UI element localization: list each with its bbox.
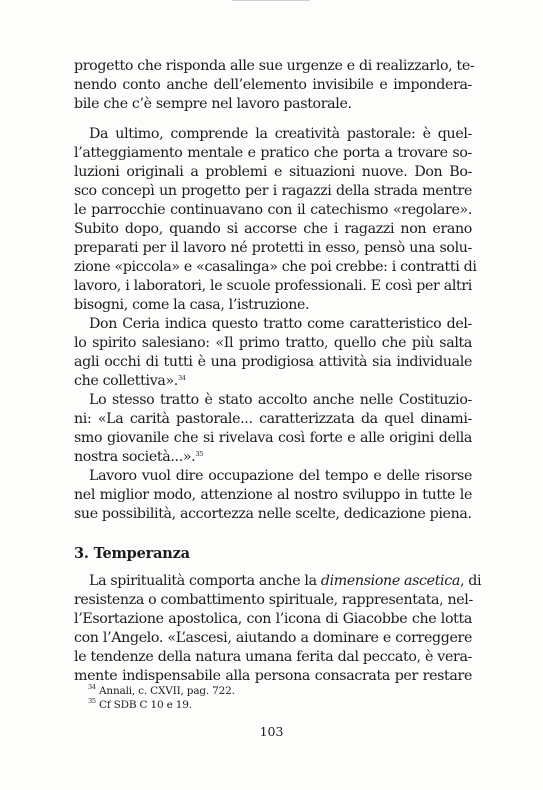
text-line [89,572,482,591]
text-line: nel miglior modo, attenzione al nostro sviluppo in tutte le [74,487,472,503]
page-number: 103 [259,724,284,739]
footnote [88,684,235,698]
footnote [88,698,192,712]
text-line: sue possibilità, accortezza nelle scelte, dedicazione piena. [74,506,472,522]
text-line: preparati per il lavoro né protetti in esso, pensò una solu- [74,240,472,256]
text-line: zione «piccola» e «casalinga» che poi crebbe: i contratti di [74,259,477,275]
text-line: bile che c’è sempre nel lavoro pastorale. [74,96,352,112]
text-line: progetto che risponda alle sue urgenze e di realizzarlo, te- [74,58,475,74]
page-edge-mark [232,0,310,1]
text-line: Lo stesso tratto è stato accolto anche nelle Costituzio- [89,392,472,408]
section-heading: 3. Temperanza [74,545,190,562]
text-line: con l’Angelo. «L’ascesi, aiutando a dominare e correggere [74,630,472,646]
text-line: le parrocchie continuavano con il catechismo «regolare». [74,202,472,218]
text-line: Subito dopo, quando si accorse che i ragazzi non erano [74,221,472,237]
text-line: bisogni, come la casa, l’istruzione. [74,297,310,313]
text-segment: nostra società...». [74,449,196,465]
footnote-text: Cf SDB C 10 e 19. [99,699,192,711]
text-line: agli occhi di tutti è una prodigiosa attività sia individuale [74,354,472,370]
footnote-number: 34 [88,683,96,691]
text-line: l’Esortazione apostolica, con l’icona di Giacobbe che lotta [74,611,472,627]
text-line: Lavoro vuol dire occupazione del tempo e delle risorse [89,468,472,484]
text-line: l’atteggiamento mentale e pratico che porta a trovare so- [74,145,472,161]
text-segment: che collettiva». [74,373,178,389]
footnote-reference: 35 [195,450,203,458]
text-line: Da ultimo, comprende la creatività pastorale: è quel- [89,126,472,142]
text-segment: , di [459,573,482,589]
text-line: nendo conto anche dell’elemento invisibile e imponderа- [74,77,472,93]
text-line: luzioni originali a problemi e situazioni nuove. Don Bo- [74,164,472,180]
text-line: ni: «La carità pastorale... caratterizzata da quel dinami- [74,411,472,427]
text-segment: La spiritualità comporta anche la [89,573,321,589]
text-line: sco concepì un progetto per i ragazzi della strada mentre [74,183,472,199]
text-line: lavoro, i laboratori, le scuole professionali. E così per altri [74,278,472,294]
text-line: resistenza o combattimento spirituale, rappresentata, nel- [74,592,473,608]
text-line [74,448,472,467]
text-line: lo spirito salesiano: «Il primo tratto, quello che più salta [74,335,472,351]
text-line: Don Ceria indica questo tratto come caratteristico del- [89,316,472,332]
text-line: le tendenze della natura umana ferita dal peccato, è vera- [74,649,472,665]
text-line: mente indispensabile alla persona consacrata per restare [74,668,472,684]
italic-term: dimensione ascetica [320,573,460,589]
text-line: smo giovanile che si rivelava così forte e alle origini della [74,430,472,446]
footnote-number: 35 [88,697,96,705]
footnote-text: Annali, c. CXVII, pag. 722. [99,685,235,697]
text-line [74,372,472,391]
footnote-reference: 34 [177,374,186,382]
